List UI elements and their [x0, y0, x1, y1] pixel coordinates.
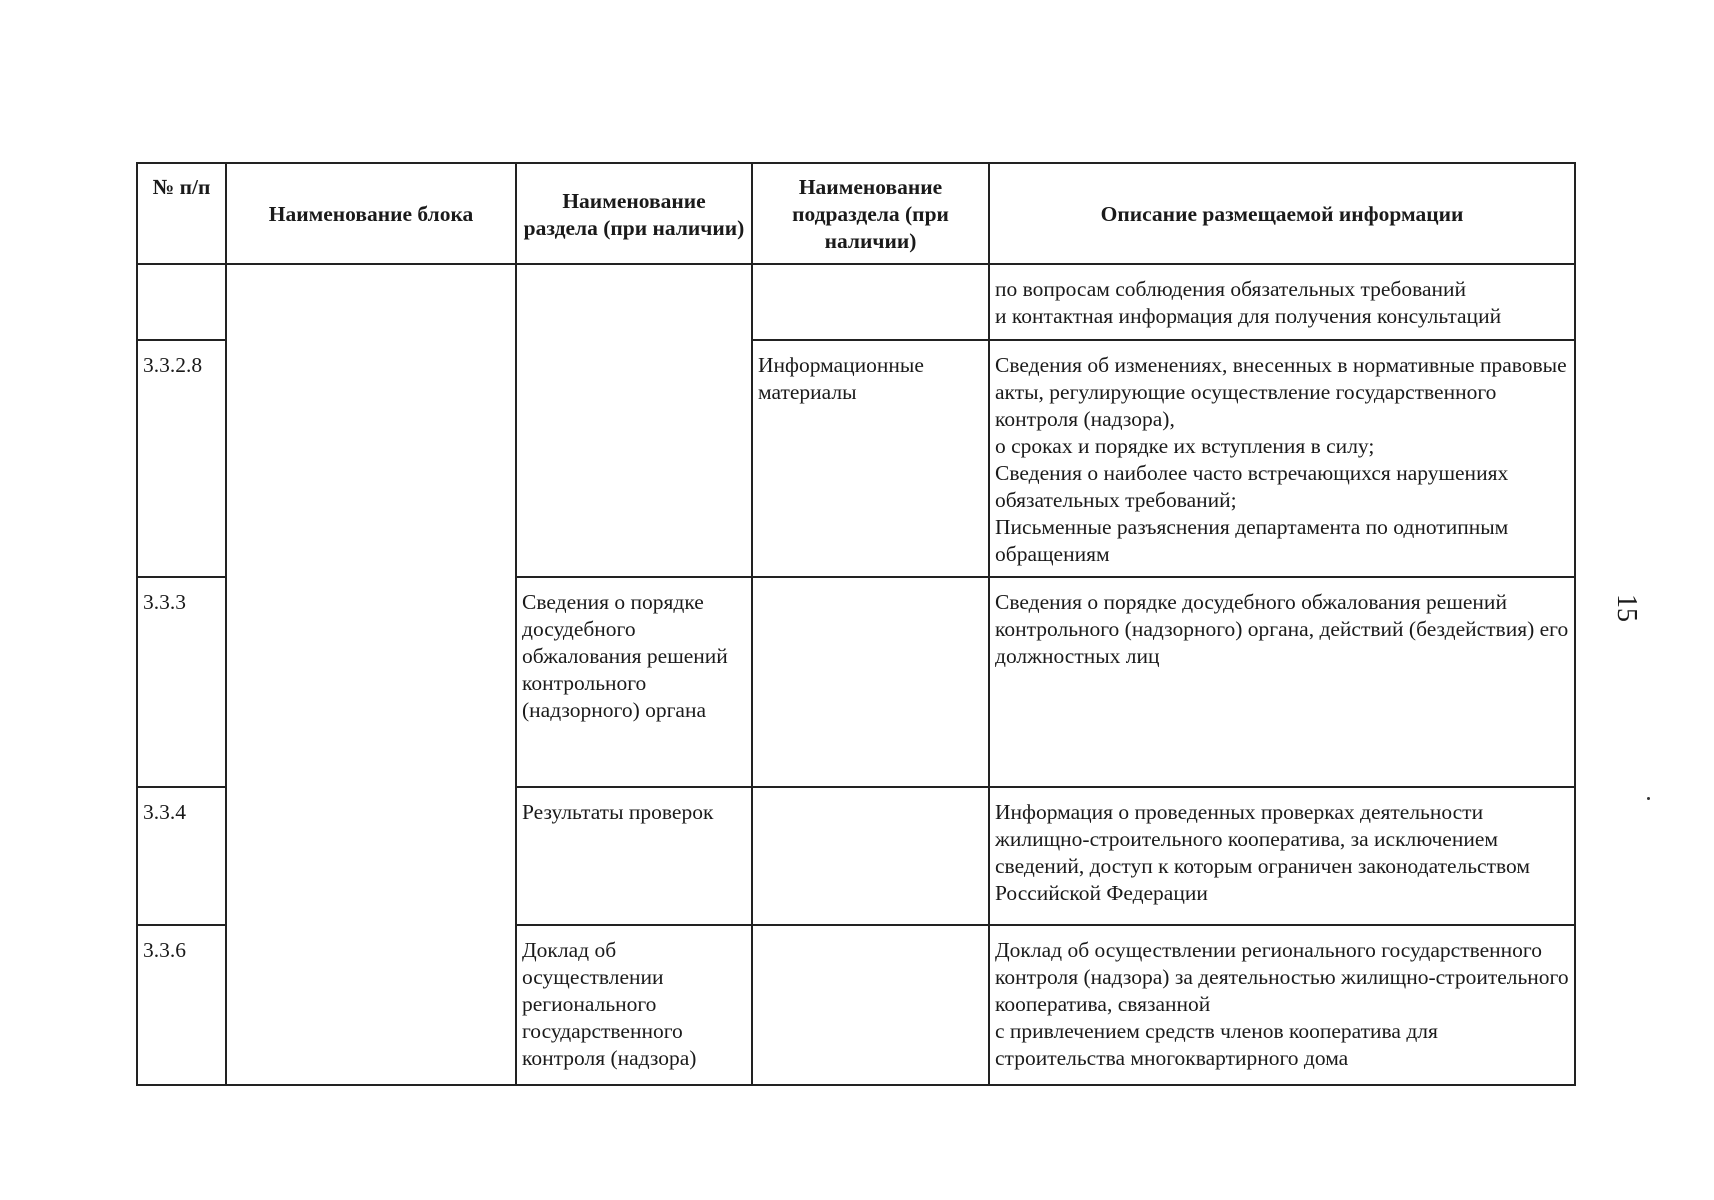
cell-section: Сведения о порядке досудебного обжалования решений контрольного (надзорного) органа [516, 577, 752, 787]
description-line: Сведения об изменениях, внесенных в нормативные правовые акты, регулирующие осуществление государственного контроля (надзора), [995, 353, 1567, 431]
description-line: о сроках и порядке их вступления в силу; [995, 434, 1375, 458]
cell-num: 3.3.3 [137, 577, 226, 787]
description-line: и контактная информация для получения консультаций [995, 304, 1502, 328]
description-line: Доклад об осуществлении регионального государственного контроля (надзора) за деятельностью жилищно-строительного кооператива, связанной [995, 938, 1569, 1016]
cell-num: 3.3.4 [137, 787, 226, 925]
cell-section [516, 264, 752, 577]
cell-description [989, 925, 1575, 1085]
cell-subsection: Информационные материалы [752, 340, 989, 577]
cell-description [989, 264, 1575, 340]
header-description: Описание размещаемой информации [989, 163, 1575, 264]
description-line: по вопросам соблюдения обязательных требований [995, 277, 1467, 301]
scan-speck [1647, 797, 1650, 800]
cell-num: 3.3.2.8 [137, 340, 226, 577]
description-line: Информация о проведенных проверках деятельности жилищно-строительного кооператива, за исключением сведений, доступ к которым ограничен законодательством Российской Федерации [995, 800, 1530, 905]
cell-subsection [752, 264, 989, 340]
header-section: Наименование раздела (при наличии) [516, 163, 752, 264]
header-block: Наименование блока [226, 163, 516, 264]
description-line: Письменные разъяснения департамента по однотипным обращениям [995, 515, 1509, 566]
cell-subsection [752, 925, 989, 1085]
description-line: Сведения о наиболее часто встречающихся нарушениях обязательных требований; [995, 461, 1509, 512]
cell-block-merged [226, 264, 516, 1085]
header-subsection: Наименование подраздела (при наличии) [752, 163, 989, 264]
info-table [136, 162, 1576, 1086]
cell-description [989, 577, 1575, 787]
cell-subsection [752, 787, 989, 925]
header-num: № п/п [137, 163, 226, 264]
page-number: 15 [1611, 594, 1642, 622]
description-line: Сведения о порядке досудебного обжалования решений контрольного (надзорного) органа, действий (бездействия) его должностных лиц [995, 590, 1569, 668]
cell-section: Результаты проверок [516, 787, 752, 925]
cell-description [989, 787, 1575, 925]
cell-subsection [752, 577, 989, 787]
cell-num [137, 264, 226, 340]
cell-description [989, 340, 1575, 577]
cell-num: 3.3.6 [137, 925, 226, 1085]
table-header-row [137, 163, 1575, 264]
description-line: с привлечением средств членов кооператива для строительства многоквартирного дома [995, 1019, 1438, 1070]
cell-section: Доклад об осуществлении регионального государственного контроля (надзора) [516, 925, 752, 1085]
table-row [137, 264, 1575, 340]
